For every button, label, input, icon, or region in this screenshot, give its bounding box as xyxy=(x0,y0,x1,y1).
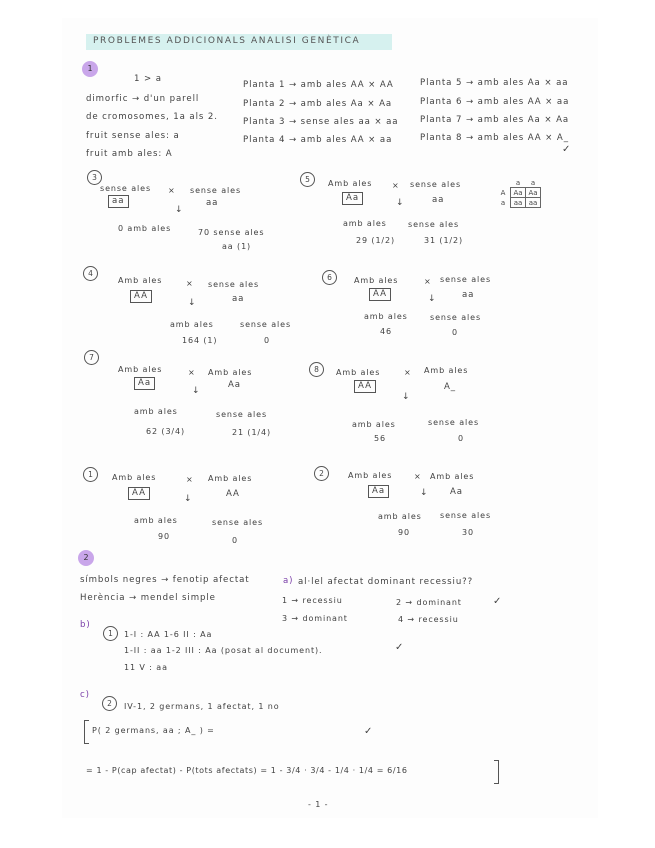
cross-4-boxed-genotype: AA xyxy=(130,290,152,303)
cross-7-result-right: sense ales xyxy=(216,410,268,419)
cross-1-number: 1 xyxy=(83,467,98,482)
cross-7-left: Amb ales xyxy=(118,365,163,374)
plant-2: Planta 2 → amb ales Aa × Aa xyxy=(243,99,393,109)
cross-5-other-genotype: aa xyxy=(432,195,445,205)
cross-5-number: 5 xyxy=(300,172,315,187)
q2-b-line-1: 1-I : AA 1-6 II : Aa xyxy=(124,630,213,639)
punnett-cell-3: aa xyxy=(526,198,541,208)
cross-4-result-left: amb ales xyxy=(170,320,214,329)
cross-3-result-left: 0 amb ales xyxy=(118,224,172,233)
cross-7-boxed-genotype: Aa xyxy=(134,377,155,390)
cross-7-right: Amb ales xyxy=(208,368,253,377)
cross-7-times: × xyxy=(188,368,196,377)
cross-2-other-genotype: Aa xyxy=(450,487,463,497)
plant-1: Planta 1 → amb ales AA × AA xyxy=(243,80,394,90)
punnett-cell-0: Aa xyxy=(511,188,526,198)
cross-8-times: × xyxy=(404,368,412,377)
q2-option-3: 3 → dominant xyxy=(282,614,348,623)
cross-3-times: × xyxy=(168,186,176,195)
cross-8-left: Amb ales xyxy=(336,368,381,377)
cross-6-other-genotype: aa xyxy=(462,290,475,300)
cross-8-right: Amb ales xyxy=(424,366,469,375)
plant-5: Planta 5 → amb ales Aa × aa xyxy=(420,78,569,88)
cross-8-boxed-genotype: AA xyxy=(354,380,376,393)
q2-option-2: 2 → dominant xyxy=(396,598,462,607)
cross-5-left: Amb ales xyxy=(328,179,373,188)
dominance-note: 1 > a xyxy=(134,74,162,84)
cross-7-result-left: amb ales xyxy=(134,407,178,416)
q2-c-text: IV-1, 2 germans, 1 afectat, 1 no xyxy=(124,702,280,711)
cross-6-result-right: sense ales xyxy=(430,313,482,322)
cross-7-value-left: 62 (3/4) xyxy=(146,427,186,436)
cross-4-result-right: sense ales xyxy=(240,320,292,329)
cross-3-arrow: ↓ xyxy=(175,205,183,215)
q2-option-4: 4 → recessiu xyxy=(398,615,459,624)
q2-a-text: al·lel afectat dominant recessiu?? xyxy=(298,577,474,587)
punnett-top-1: a xyxy=(530,178,536,187)
intro-line-2: de cromosomes, 1a als 2. xyxy=(86,112,218,122)
cross-4-other-genotype: aa xyxy=(232,294,245,304)
q2-b-label: b) xyxy=(80,620,91,630)
q2-option-1: 1 → recessiu xyxy=(282,596,343,605)
q2-c-label: c) xyxy=(80,690,90,700)
cross-5-boxed-genotype: Aa xyxy=(342,192,363,205)
cross-8-value-left: 56 xyxy=(374,434,386,443)
cross-1-left: Amb ales xyxy=(112,473,157,482)
page-title: PROBLEMES ADDICIONALS ANALISI GENÈTICA xyxy=(93,36,361,46)
cross-8-value-right: 0 xyxy=(458,434,464,443)
punnett-square xyxy=(496,178,541,208)
punnett-left-0: A xyxy=(500,188,506,197)
cross-7-arrow: ↓ xyxy=(192,386,200,396)
plant-8: Planta 8 → amb ales AA × A_ xyxy=(420,133,569,143)
cross-1-result-left: amb ales xyxy=(134,516,178,525)
cross-6-value-right: 0 xyxy=(452,328,458,337)
q2-line-2: Herència → mendel simple xyxy=(80,593,216,603)
q2-c-number: 2 xyxy=(102,696,117,711)
cross-8-result-right: sense ales xyxy=(428,418,480,427)
cross-1-value-right: 0 xyxy=(232,536,238,545)
cross-8-other-genotype: A_ xyxy=(444,382,456,392)
intro-line-1: dimorfic → d'un parell xyxy=(86,94,200,104)
cross-5-result-right: sense ales xyxy=(408,220,460,229)
cross-4-right: sense ales xyxy=(208,280,260,289)
q2-b-number: 1 xyxy=(103,626,118,641)
cross-8-number: 8 xyxy=(309,362,324,377)
cross-1-boxed-genotype: AA xyxy=(128,487,150,500)
cross-1-result-right: sense ales xyxy=(212,518,264,527)
punnett-top-0: a xyxy=(515,178,521,187)
cross-3-boxed-genotype: aa xyxy=(108,195,129,208)
cross-5-result-left: amb ales xyxy=(343,219,387,228)
q2-c-formula: = 1 - P(cap afectat) - P(tots afectats) = 1 - 3/4 · 3/4 - 1/4 · 1/4 = 6/16 xyxy=(86,766,408,775)
cross-2-boxed-genotype: Aa xyxy=(368,485,389,498)
plant-3: Planta 3 → sense ales aa × aa xyxy=(243,117,399,127)
check-mark: ✓ xyxy=(562,144,571,155)
cross-2-result-right: sense ales xyxy=(440,511,492,520)
cross-6-value-left: 46 xyxy=(380,327,392,336)
intro-line-3: fruit sense ales: a xyxy=(86,131,180,141)
cross-4-times: × xyxy=(186,279,194,288)
question-2-number: 2 xyxy=(78,550,94,566)
cross-2-value-left: 90 xyxy=(398,528,410,537)
cross-3-number: 3 xyxy=(87,170,102,185)
cross-2-number: 2 xyxy=(314,466,329,481)
plant-6: Planta 6 → amb ales AA × aa xyxy=(420,97,570,107)
cross-5-value-right: 31 (1/2) xyxy=(424,236,464,245)
cross-6-number: 6 xyxy=(322,270,337,285)
q2-b-line-2: 1-II : aa 1-2 III : Aa (posat al document). xyxy=(124,646,323,655)
cross-5-times: × xyxy=(392,181,400,190)
cross-5-value-left: 29 (1/2) xyxy=(356,236,396,245)
cross-3-left: sense ales xyxy=(100,184,152,193)
check-mark: ✓ xyxy=(364,726,373,737)
bracket-left xyxy=(84,720,89,744)
cross-3-result-right-2: aa (1) xyxy=(222,242,252,251)
cross-2-result-left: amb ales xyxy=(378,512,422,521)
cross-4-left: Amb ales xyxy=(118,276,163,285)
cross-2-times: × xyxy=(414,472,422,481)
cross-6-arrow: ↓ xyxy=(428,294,436,304)
page-number: - 1 - xyxy=(308,800,329,809)
cross-1-value-left: 90 xyxy=(158,532,170,541)
cross-6-times: × xyxy=(424,277,432,286)
cross-1-arrow: ↓ xyxy=(184,494,192,504)
cross-2-value-right: 30 xyxy=(462,528,474,537)
cross-6-boxed-genotype: AA xyxy=(369,288,391,301)
cross-1-other-genotype: AA xyxy=(226,489,240,499)
plant-7: Planta 7 → amb ales Aa × Aa xyxy=(420,115,570,125)
cross-3-right: sense ales xyxy=(190,186,242,195)
intro-line-4: fruit amb ales: A xyxy=(86,149,173,159)
q2-c-probability: P( 2 germans, aa ; A_ ) = xyxy=(92,726,215,735)
q2-line-1: símbols negres → fenotip afectat xyxy=(80,575,250,585)
q2-b-line-3: 11 V : aa xyxy=(124,663,168,672)
cross-5-right: sense ales xyxy=(410,180,462,189)
cross-7-other-genotype: Aa xyxy=(228,380,241,390)
punnett-left-1: a xyxy=(500,198,506,207)
cross-7-value-right: 21 (1/4) xyxy=(232,428,272,437)
bracket-right xyxy=(494,760,499,784)
cross-8-result-left: amb ales xyxy=(352,420,396,429)
punnett-cell-2: aa xyxy=(511,198,526,208)
cross-8-arrow: ↓ xyxy=(402,392,410,402)
cross-2-right: Amb ales xyxy=(430,472,475,481)
punnett-cell-1: Aa xyxy=(526,188,541,198)
cross-1-times: × xyxy=(186,475,194,484)
plant-4: Planta 4 → amb ales AA × aa xyxy=(243,135,393,145)
check-mark: ✓ xyxy=(395,642,404,653)
cross-3-result-right: 70 sense ales xyxy=(198,228,265,237)
cross-5-arrow: ↓ xyxy=(396,198,404,208)
cross-4-value-left: 164 (1) xyxy=(182,336,218,345)
cross-1-right: Amb ales xyxy=(208,474,253,483)
cross-6-right: sense ales xyxy=(440,275,492,284)
cross-2-left: Amb ales xyxy=(348,471,393,480)
cross-6-left: Amb ales xyxy=(354,276,399,285)
cross-6-result-left: amb ales xyxy=(364,312,408,321)
cross-2-arrow: ↓ xyxy=(420,488,428,498)
cross-4-arrow: ↓ xyxy=(188,298,196,308)
cross-7-number: 7 xyxy=(84,350,99,365)
check-mark: ✓ xyxy=(493,596,502,607)
cross-4-value-right: 0 xyxy=(264,336,270,345)
cross-3-other-genotype: aa xyxy=(206,198,219,208)
q2-a-label: a) xyxy=(283,576,294,586)
cross-4-number: 4 xyxy=(83,266,98,281)
question-1-number: 1 xyxy=(82,61,98,77)
